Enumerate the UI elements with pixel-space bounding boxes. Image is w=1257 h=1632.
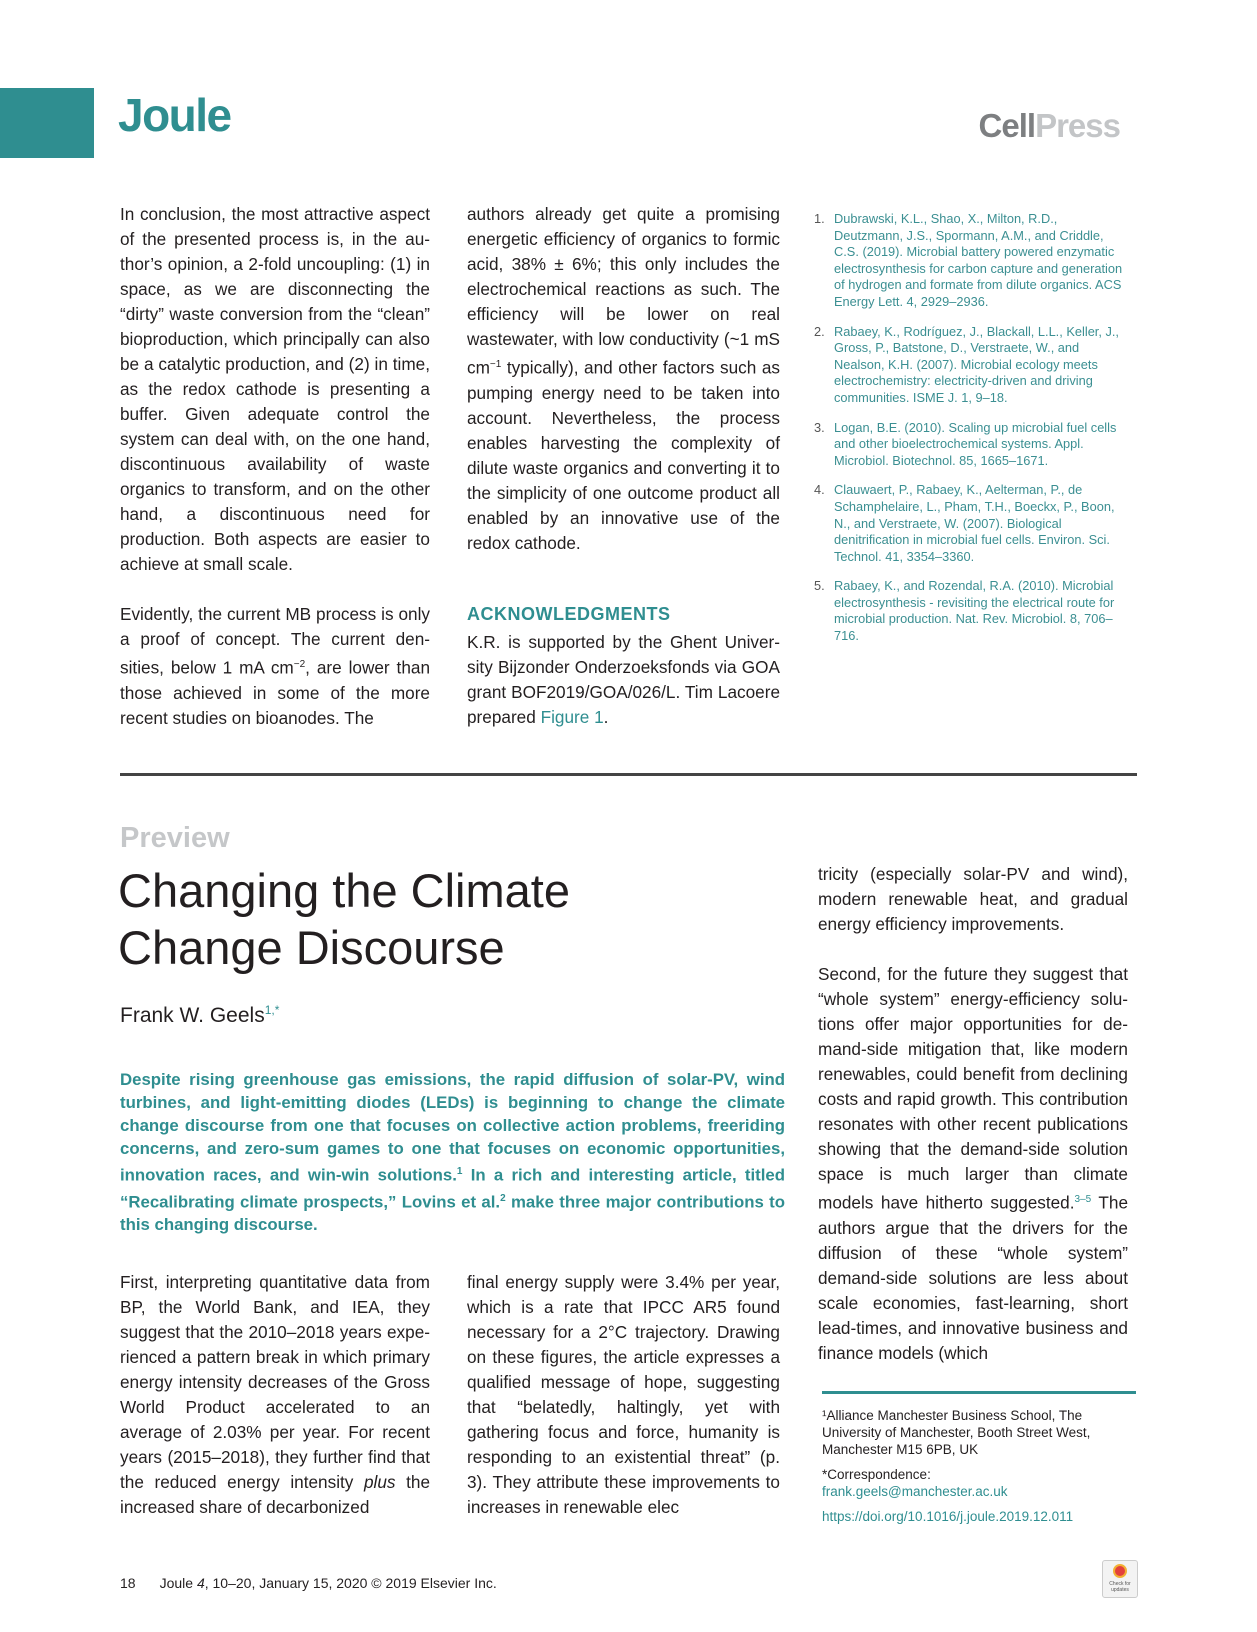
figure-link[interactable]: Figure 1 <box>540 706 604 727</box>
reference-item[interactable]: 1. Dubrawski, K.L., Shao, X., Milton, R.D., Deutzmann, J.S., Spormann, A.M., and Criddle, C.S. (2019). Microbial battery powered enzymatic electrosynthesis for carbon capture and generation of hydrogen and formate from dilute organics. ACS Energy Lett. 4, 2929–2936. <box>814 211 1123 309</box>
check-updates-icon <box>1113 1564 1127 1578</box>
affiliation-block <box>822 1407 1136 1525</box>
article-column-2 <box>467 1270 780 1520</box>
paragraph: In conclusion, the most attractive aspect of the presented process is, in the author’s opinion, a 2-fold uncoupling: (1) in space, as we are disconnecting the “dirty” waste conversion from the “clean” bioproduction, which principally can also be a catalytic production, and (2) in time, as the redox cathode is presenting a buffer. Given adequate control the system can deal with, on the one hand, discontinuous availability of waste organics to transform, and on the other hand, a discontinuous need for production. Both aspects are easier to achieve at small scale. <box>120 204 430 574</box>
correspondence-label: *Correspondence: <box>822 1467 931 1482</box>
paragraph: final energy supply were 3.4% per year, which is a rate that IPCC AR5 found necessary for a 2°C trajectory. Drawing on these figures, the article expresses a qualified message of hope, suggesting that “belatedly, haltingly, yet with gathering focus and force, humanity is responding to an existential threat” (p. 3). They attribute these improvements to increases in renewable elec <box>467 1272 780 1517</box>
publisher-press: Press <box>1035 107 1120 144</box>
email-link[interactable]: frank.geels@manchester.ac.uk <box>822 1484 1008 1499</box>
reference-item[interactable]: 2. Rabaey, K., Rodríguez, J., Blackall, L.L., Keller, J., Gross, P., Batstone, D., Verstraete, W., and Nealson, K.H. (2007). Microbial ecology meets electrochemistry: electricity-driven and driving communities. ISME J. 1, 9–18. <box>814 323 1119 405</box>
badge-label: Check for updates <box>1109 1581 1131 1593</box>
paragraph: Evidently, the current MB process is only a proof of concept. The current densities, below 1 mA $cm^{-2}$, are lower than those achieved in some of the more recent studies on bioanodes. The <box>120 604 430 728</box>
journal-color-block <box>0 88 94 158</box>
abstract: Despite rising greenhouse gas emissions, the rapid diffusion of solar-PV, wind turbines, and light-emitting diodes (LEDs) is beginning to change the climate change discourse from one that focuses on collective action problems, freeriding concerns, and zero-sum games to one that focuses on economic opportunities, innovation races, and win-win solutions.$^1$ In a rich and interesting article, titled “Recalibrating climate prospects,” Lovins et al.$^2$ make three major contributions to this changing discourse. <box>120 1070 785 1235</box>
paragraph: Second, for the future they suggest that “whole system” energy-efficiency solutions offer major opportunities for demand-side mitigation that, like modern renewables, could benefit from declining costs and rapid growth. This contribution resonates with other recent publications showing that the demand-side solution space is much larger than climate models have hitherto suggested.$^{3-5}$ The authors argue that the drivers for the diffusion of these “whole system” demand-side solutions are less about scale economies, fast-learning, short lead-times, and innovative business and finance models (which <box>818 964 1128 1363</box>
reference-item[interactable]: 3. Logan, B.E. (2010). Scaling up microbial fuel cells and other bioelectrochemical systems. Appl. Microbiol. Biotechnol. 85, 1665–1671. <box>814 419 1117 468</box>
page-number: 18 <box>120 1575 136 1591</box>
section-divider <box>120 773 1137 776</box>
author-line <box>120 1003 279 1028</box>
reference-list <box>814 211 1126 658</box>
publisher-logo <box>979 107 1120 145</box>
page-footer: 18 Joule 4, 10–20, January 15, 2020 © 2019 Elsevier Inc. <box>120 1575 497 1591</box>
article-column-3 <box>818 862 1128 1366</box>
author-affiliation-marker[interactable]: 1,* <box>264 1003 280 1017</box>
affiliation-text: ¹Alliance Manchester Business School, The University of Manchester, Booth Street West, Manchester M15 6PB, UK <box>822 1408 1091 1457</box>
article-column-1 <box>120 1270 430 1520</box>
acknowledgments-heading: ACKNOWLEDGMENTS <box>467 603 671 624</box>
title-line: Changing the Climate <box>118 864 570 917</box>
paragraph: tricity (especially solar-PV and wind), modern renewable heat, and gradual energy efficiency improvements. <box>818 864 1128 934</box>
article-title <box>118 862 570 976</box>
title-line: Change Discourse <box>118 921 505 974</box>
paragraph: authors already get quite a promising energetic efficiency of organics to formic acid, 38% ± 6%; this only includes the electrochemical reactions as such. The efficiency will be lower on real wastewater, with low conductivity (~1 mS $cm^{-1}$ typically), and other factors such as pumping energy need to be taken into account. Nevertheless, the process enables harvesting the complexity of dilute waste organics and converting it to the simplicity of one outcome product all enabled by an innovative use of the redox cathode. <box>467 204 780 553</box>
section-label: Preview <box>120 822 230 854</box>
check-for-updates-badge[interactable] <box>1102 1560 1138 1598</box>
acknowledgments-text: K.R. is supported by the Ghent University Bijzonder Onderzoeksfonds via GOA grant BOF2019/GOA/026/L. Tim Lacoere prepared Figure 1. <box>467 631 780 727</box>
reference-item[interactable]: 4. Clauwaert, P., Rabaey, K., Aelterman, P., de Schamphelaire, L., Pham, T.H., Boeckx, P., Boon, N., and Verstraete, W. (2007). Biological denitrification in microbial fuel cells. Environ. Sci. Technol. 41, 3354–3360. <box>814 482 1115 564</box>
affiliation-divider <box>822 1391 1136 1394</box>
paragraph: First, interpreting quantitative data from BP, the World Bank, and IEA, they suggest that the 2010–2018 years experienced a pattern break in which primary energy intensity decreases of the Gross World Product accelerated to an average of 2.03% per year. For recent years (2015–2018), they further find that the reduced energy intensity plus the increased share of decarbonized <box>120 1272 430 1517</box>
journal-name: Joule <box>118 89 231 141</box>
top-column-1 <box>120 202 430 731</box>
publisher-cell: Cell <box>978 107 1036 144</box>
top-column-2 <box>467 202 780 730</box>
reference-item[interactable]: 5. Rabaey, K., and Rozendal, R.A. (2010). Microbial electrosynthesis - revisiting the electrical route for microbial production. Nat. Rev. Microbiol. 8, 706–716. <box>814 578 1115 644</box>
doi-link[interactable]: https://doi.org/10.1016/j.joule.2019.12.011 <box>822 1509 1074 1524</box>
author-name[interactable]: Frank W. Geels <box>120 1004 265 1027</box>
